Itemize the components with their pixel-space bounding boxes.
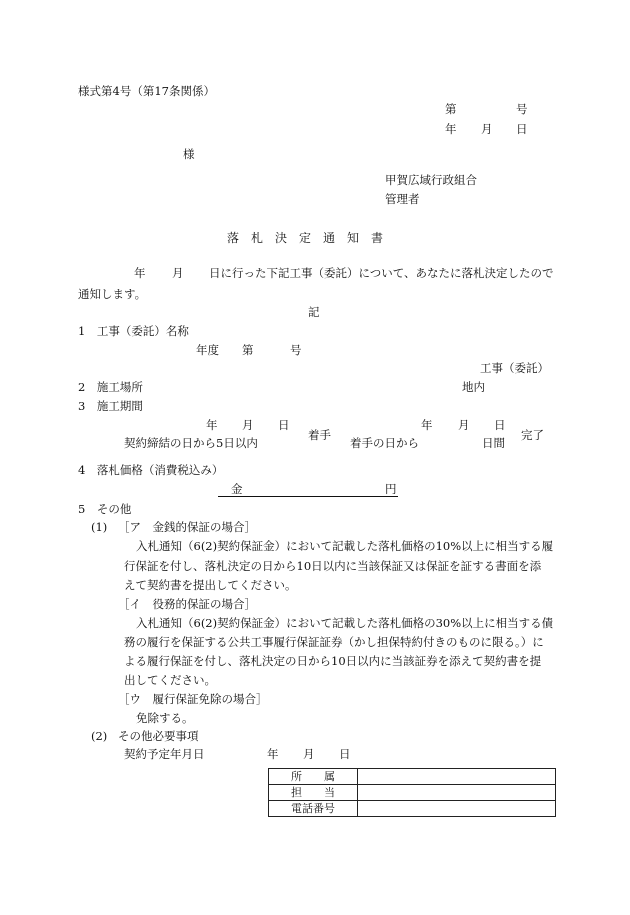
contact-value-department <box>358 769 556 785</box>
item5-2-number: (2) <box>91 729 108 743</box>
item3-end-month: 月 <box>458 418 470 432</box>
contact-label-phone: 電話番号 <box>269 801 358 817</box>
contact-value-person <box>358 785 556 801</box>
item4-label: 4 落札価格（消費税込み） <box>78 463 224 477</box>
item5-1-i-line2: 務の履行を保証する公共工事履行保証証券（かし担保特約付きのものに限る。）に <box>124 635 544 649</box>
item4-kin: 金 <box>231 482 243 496</box>
date-day: 日 <box>516 122 528 136</box>
form-number: 様式第4号（第17条関係） <box>78 84 215 98</box>
item3-chakushu: 着手 <box>308 428 331 442</box>
table-row <box>269 801 556 817</box>
item5-1-i-line1: 入札通知（6(2)契約保証金）において記載した落札価格の30%以上に相当する債 <box>136 616 554 630</box>
price-underline <box>218 484 398 497</box>
item3-end-note-a: 着手の日から <box>350 436 419 450</box>
item3-start-day: 日 <box>278 418 290 432</box>
date-month: 月 <box>481 122 493 136</box>
intro-month: 月 <box>172 266 184 280</box>
item5-1-i-line4: 出してください。 <box>124 673 216 687</box>
item5-1-a-line2: 行保証を付し、落札決定の日から10日以内に当該保証又は保証を証する書面を添 <box>124 559 542 573</box>
item2-suffix: 地内 <box>462 380 485 394</box>
sender-title: 管理者 <box>385 192 420 206</box>
table-row <box>269 785 556 801</box>
item1-fiscal-year: 年度 <box>196 343 219 357</box>
intro-text-line2: 通知します。 <box>78 287 147 301</box>
item5-1-a-line1: 入札通知（6(2)契約保証金）において記載した落札価格の10%以上に相当する履 <box>136 539 554 553</box>
item3-label: 3 施工期間 <box>78 399 143 413</box>
item5-label: 5 その他 <box>78 502 132 516</box>
contact-label-person: 担 当 <box>269 785 358 801</box>
contact-label-department: 所 属 <box>269 769 358 785</box>
item3-kanryo: 完了 <box>521 428 544 442</box>
item5-1-i-line3: よる履行保証を付し、落札決定の日から10日以内に当該証券を添えて契約書を提 <box>124 654 542 668</box>
ki-heading: 記 <box>308 305 320 319</box>
item3-end-day: 日 <box>494 418 506 432</box>
item5-1-i-heading: ［イ 役務的保証の場合］ <box>118 597 256 611</box>
table-row <box>269 769 556 785</box>
item1-suffix: 工事（委託） <box>480 361 549 375</box>
item1-label: 1 工事（委託）名称 <box>78 324 189 338</box>
item1-no-suffix: 号 <box>290 343 302 357</box>
item3-end-note-b: 日間 <box>482 436 505 450</box>
item5-2-label: その他必要事項 <box>118 729 199 743</box>
sender-organization: 甲賀広域行政組合 <box>385 173 477 187</box>
item5-1-a-heading: ［ア 金銭的保証の場合］ <box>118 520 256 534</box>
doc-number-prefix: 第 <box>445 102 457 116</box>
item3-start-month: 月 <box>242 418 254 432</box>
item3-start-note: 契約締結の日から5日以内 <box>124 436 258 450</box>
contract-date-label: 契約予定年月日 <box>124 747 205 761</box>
contract-date-day: 日 <box>339 747 351 761</box>
addressee-suffix: 様 <box>183 147 195 161</box>
item1-no-prefix: 第 <box>242 343 254 357</box>
item5-1-a-line3: えて契約書を提出してください。 <box>124 578 297 592</box>
item3-start-year: 年 <box>206 418 218 432</box>
intro-year: 年 <box>134 266 146 280</box>
contract-date-month: 月 <box>303 747 315 761</box>
item4-yen: 円 <box>385 482 397 496</box>
intro-text-line1: 日に行った下記工事（委託）について、あなたに落札決定したので <box>209 266 554 280</box>
item2-label: 2 施工場所 <box>78 380 143 394</box>
document-title: 落 札 決 定 通 知 書 <box>227 231 384 245</box>
doc-number-suffix: 号 <box>516 102 528 116</box>
item3-end-year: 年 <box>421 418 433 432</box>
date-year: 年 <box>445 122 457 136</box>
item5-1-u-line1: 免除する。 <box>136 711 194 725</box>
item5-1-number: (1) <box>91 520 108 534</box>
item5-1-u-heading: ［ウ 履行保証免除の場合］ <box>118 692 268 706</box>
contact-table <box>268 768 556 817</box>
contract-date-year: 年 <box>267 747 279 761</box>
contact-value-phone <box>358 801 556 817</box>
